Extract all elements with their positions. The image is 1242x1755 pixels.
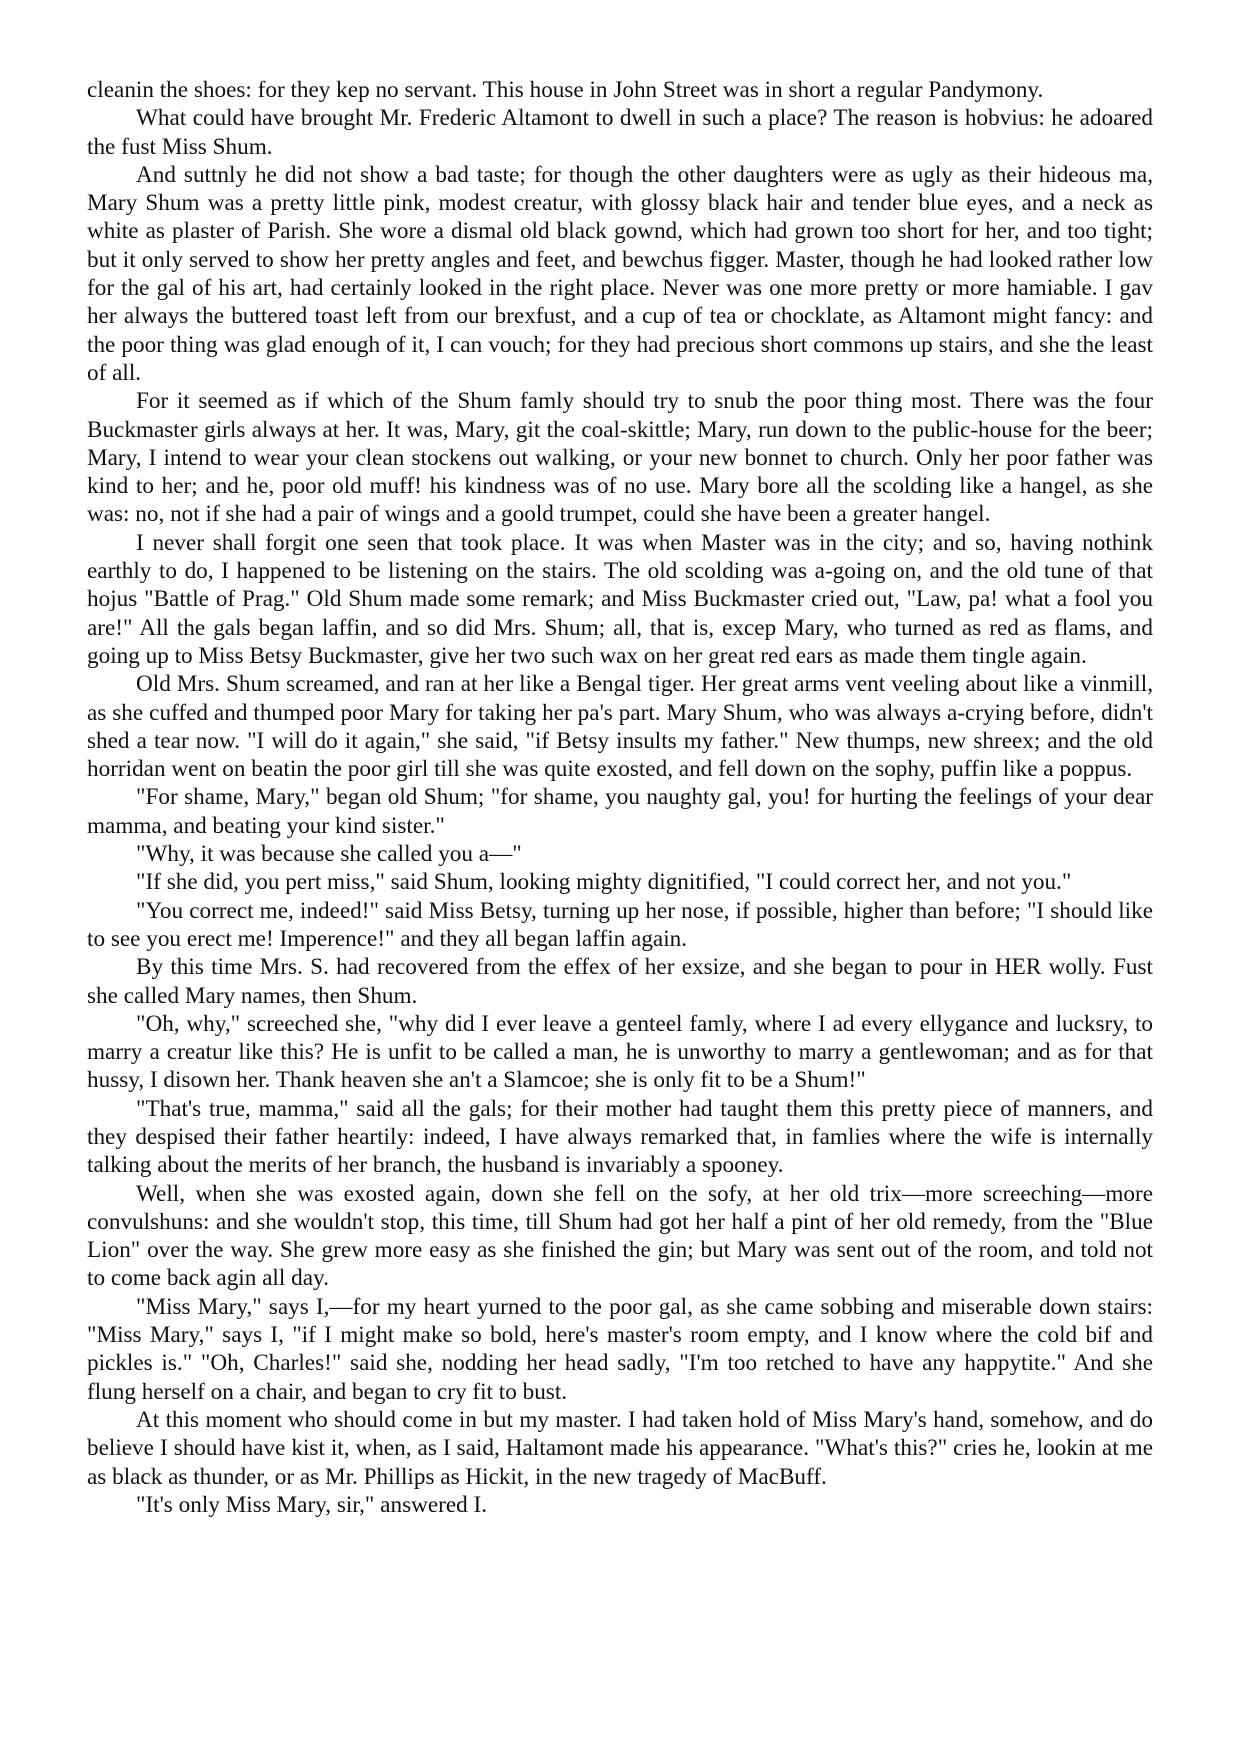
paragraph-16: At this moment who should come in but my master. I had taken hold of Miss Mary's hand, somehow, and do believe I should have kist it, when, as I said, Haltamont made his appearance. "What's this?" cries he, lookin at me as black as thunder, or as Mr. Phillips as Hickit, in the new tragedy of MacBuff. — [87, 1406, 1153, 1490]
paragraph-5: I never shall forgit one seen that took place. It was when Master was in the city; and so, having nothink earthly to do, I happened to be listening on the stairs. The old scolding was a-going on, and the old tune of that hojus "Battle of Prag." Old Shum made some remark; and Miss Buckmaster cried out, "Law, pa! what a fool you are!" All the gals began laffin, and so did Mrs. Shum; all, that is, excep Mary, who turned as red as flams, and going up to Miss Betsy Buckmaster, give her two such wax on her great red ears as made them tingle again. — [87, 529, 1153, 669]
paragraph-6: Old Mrs. Shum screamed, and ran at her like a Bengal tiger. Her great arms vent veeling about like a vinmill, as she cuffed and thumped poor Mary for taking her pa's part. Mary Shum, who was always a-crying before, didn't shed a tear now. "I will do it again," she said, "if Betsy insults my father." New thumps, new shreex; and the old horridan went on beatin the poor girl till she was quite exosted, and fell down on the sophy, puffin like a poppus. — [87, 671, 1153, 783]
paragraph-9: "If she did, you pert miss," said Shum, looking mighty dignitified, "I could correct her, and not you." — [136, 869, 1072, 896]
paragraph-14: Well, when she was exosted again, down she fell on the sofy, at her old trix—more screeching—more convulshuns: and she wouldn't stop, this time, till Shum had got her half a pint of her old remedy, from the "Blue Lion" over the way. She grew more easy as she finished the gin; but Mary was sent out of the room, and told not to come back agin all day. — [87, 1180, 1153, 1292]
paragraph-17: "It's only Miss Mary, sir," answered I. — [136, 1491, 488, 1518]
paragraph-8: "Why, it was because she called you a—" — [136, 841, 522, 868]
book-page — [87, 76, 1153, 1519]
paragraph-1: cleanin the shoes: for they kep no servant. This house in John Street was in short a regular Pandymony. — [87, 77, 1044, 103]
paragraph-2: What could have brought Mr. Frederic Altamont to dwell in such a place? The reason is hobvius: he adoared the fust Miss Shum. — [87, 105, 1153, 160]
paragraph-7: "For shame, Mary," began old Shum; "for shame, you naughty gal, you! for hurting the feelings of your dear mamma, and beating your kind sister." — [87, 784, 1153, 839]
paragraph-10: "You correct me, indeed!" said Miss Betsy, turning up her nose, if possible, higher than before; "I should like to see you erect me! Imperence!" and they all began laffin again. — [87, 897, 1153, 952]
paragraph-11: By this time Mrs. S. had recovered from the effex of her exsize, and she began to pour in HER wolly. Fust she called Mary names, then Shum. — [87, 954, 1153, 1009]
paragraph-4: For it seemed as if which of the Shum famly should try to snub the poor thing most. There was the four Buckmaster girls always at her. It was, Mary, git the coal-skittle; Mary, run down to the public-house for the beer; Mary, I intend to wear your clean stockens out walking, or your new bonnet to church. Only her poor father was kind to her; and he, poor old muff! his kindness was of no use. Mary bore all the scolding like a hangel, as she was: no, not if she had a pair of wings and a goold trumpet, could she have been a greater hangel. — [87, 388, 1153, 528]
paragraph-3: And suttnly he did not show a bad taste; for though the other daughters were as ugly as their hideous ma, Mary Shum was a pretty little pink, modest creatur, with glossy black hair and tender blue eyes, and a neck as white as plaster of Parish. She wore a dismal old black gownd, which had grown too short for her, and too tight; but it only served to show her pretty angles and feet, and bewchus figger. Master, though he had looked rather low for the gal of his art, had certainly looked in the right place. Never was one more pretty or more hamiable. I gav her always the buttered toast left from our brexfust, and a cup of tea or chocklate, as Altamont might fancy: and the poor thing was glad enough of it, I can vouch; for they had precious short commons up stairs, and she the least of all. — [87, 161, 1153, 386]
paragraph-15: "Miss Mary," says I,—for my heart yurned to the poor gal, as she came sobbing and miserable down stairs: "Miss Mary," says I, "if I might make so bold, here's master's room empty, and I know where the cold bif and pickles is." "Oh, Charles!" said she, nodding her head sadly, "I'm too retched to have any happytite." And she flung herself on a chair, and began to cry fit to bust. — [87, 1293, 1153, 1405]
paragraph-12: "Oh, why," screeched she, "why did I ever leave a genteel famly, where I ad every ellygance and lucksry, to marry a creatur like this? He is unfit to be called a man, he is unworthy to marry a gentlewoman; and as for that hussy, I disown her. Thank heaven she an't a Slamcoe; she is only fit to be a Shum!" — [87, 1010, 1153, 1094]
paragraph-13: "That's true, mamma," said all the gals; for their mother had taught them this pretty piece of manners, and they despised their father heartily: indeed, I have always remarked that, in famlies where the wife is internally talking about the merits of her branch, the husband is invariably a spooney. — [87, 1095, 1153, 1179]
